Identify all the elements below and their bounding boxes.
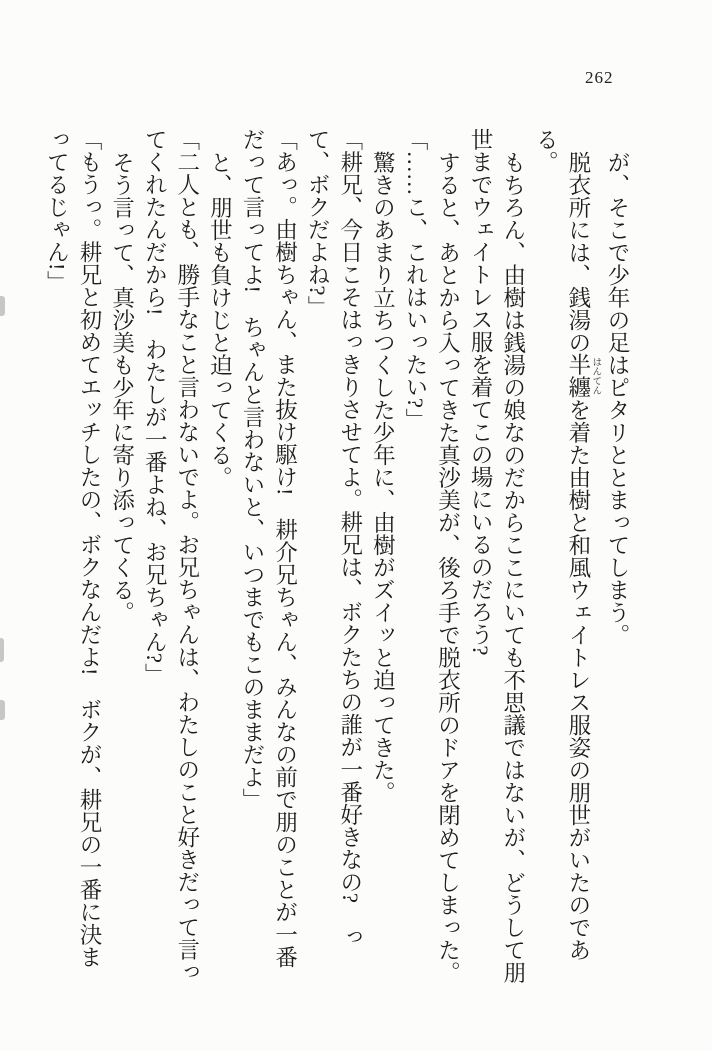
- scan-artifact: [0, 700, 5, 720]
- body-text: [44, 128, 633, 986]
- paragraph: 「もうっ。耕兄と初めてエッチしたの、ボクなんだよ! ボクが、耕兄の一番に決まってるじゃん!」: [44, 128, 102, 968]
- paragraph: 「……こ、これはいったい?」: [402, 128, 428, 431]
- paragraph: そう言って、真沙美も少年に寄り添ってくる。: [109, 150, 135, 623]
- scan-artifact: [0, 296, 5, 316]
- paragraph: すると、あとから入ってきた真沙美が、後ろ手で脱衣所のドアを閉めてしまった。: [435, 150, 461, 983]
- paragraph: 「耕兄、今日こそはっきりさせてよ。耕兄は、ボクたちの誰が一番好きなの? って、ボクだよね?」: [305, 128, 363, 948]
- paragraph: 「あっ。由樹ちゃん、また抜け駆け! 耕介兄ちゃん、みんなの前で朋のことが一番だって言ってよ! ちゃんと言わないと、いつまでもこのままだよ」: [239, 128, 298, 968]
- paragraph: が、そこで少年の足はピタリととまってしまう。: [605, 150, 630, 646]
- paragraph: 脱衣所には、銭湯の半纏 はんてんを着た由樹と和風ウェイトレス服姿の朋世がいたのである。: [533, 128, 601, 961]
- paragraph: 「二人とも、勝手なこと言わないでよ。お兄ちゃんは、わたしのこと好きだって言ってくれたんだから! わたしが一番よね、お兄ちゃん?」: [142, 128, 200, 983]
- paragraph: もちろん、由樹は銭湯の娘なのだからここにいても不思議ではないが、どうして朋世までウェイトレス服を着てこの場にいるのだろう?: [468, 128, 526, 983]
- ruby-annotated-word: 半纏 はんてん: [565, 353, 601, 398]
- page-number: 262: [585, 68, 614, 87]
- paragraph: と、朋世も負けじと迫ってくる。: [207, 150, 233, 488]
- paragraph: 驚きのあまり立ちつくした少年に、由樹がズイッと迫ってきた。: [370, 150, 396, 803]
- scan-artifact: [0, 638, 4, 662]
